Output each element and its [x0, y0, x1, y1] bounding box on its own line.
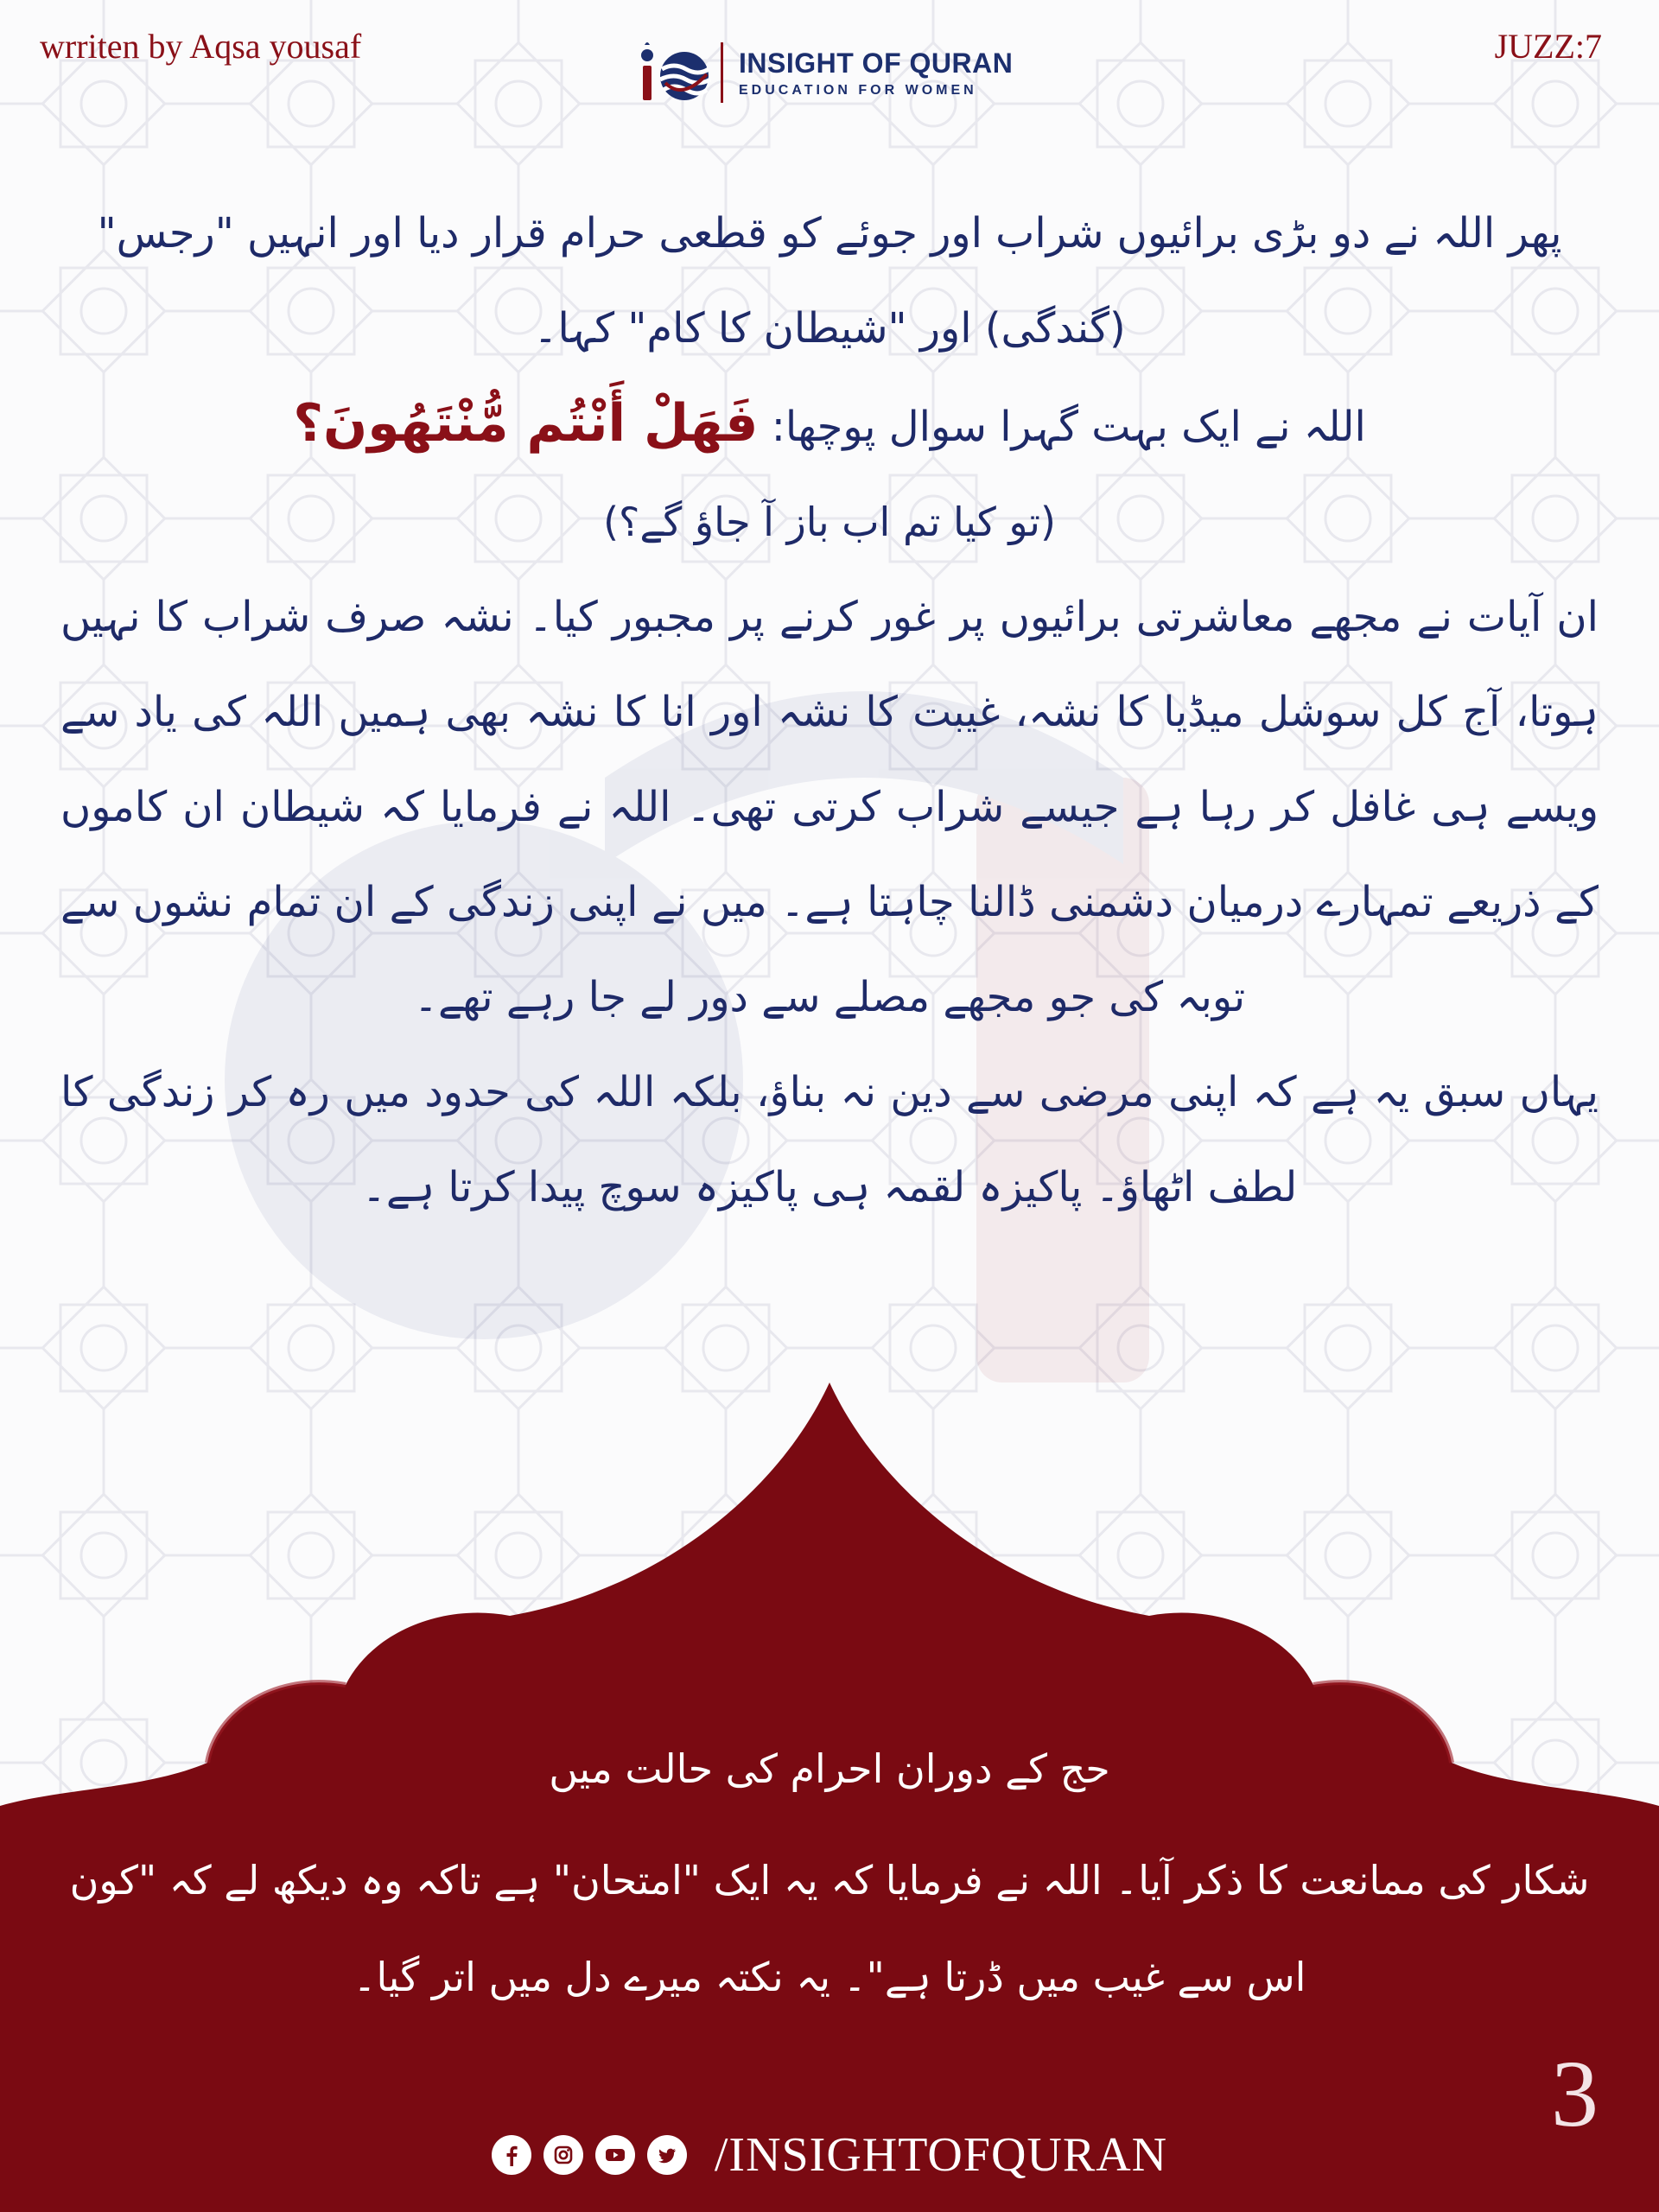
- youtube-icon[interactable]: [595, 2135, 635, 2175]
- facebook-icon[interactable]: [492, 2135, 531, 2175]
- instagram-icon[interactable]: [543, 2135, 583, 2175]
- logo-subtitle: EDUCATION FOR WOMEN: [739, 82, 977, 98]
- social-bar: [0, 2127, 1659, 2183]
- arabic-verse: فَهَلْ أَنْتُم مُّنْتَهُونَ؟: [293, 393, 759, 454]
- footer-body: شکار کی ممانعت کا ذکر آیا۔ اللہ نے فرمایا کہ یہ ایک "امتحان" ہے تاکہ وہ دیکھ لے کہ "کون اس سے غیب میں ڈرتا ہے"۔ یہ نکتہ میرے دل میں اتر گیا۔: [69, 1857, 1590, 2000]
- social-handle[interactable]: /INSIGHTOFQURAN: [714, 2128, 1168, 2182]
- paragraph-2: ان آیات نے مجھے معاشرتی برائیوں پر غور کرنے پر مجبور کیا۔ نشہ صرف شراب کا نہیں ہوتا، آج کل سوشل میڈیا کا نشہ، غیبت کا نشہ اور انا کا نشہ بھی ہمیں اللہ کی یاد سے ویسے ہی غافل کر رہا ہے جیسے شراب کرتی تھی۔ اللہ نے فرمایا کہ شیطان ان کاموں کے ذریعے تمہارے درمیان دشمنی ڈالنا چاہتا ہے۔ میں نے اپنی زندگی کے ان تمام نشوں سے توبہ کی جو مجھے مصلے سے دور لے جا رہے تھے۔: [60, 593, 1599, 1021]
- question-intro: اللہ نے ایک بہت گہرا سوال پوچھا:: [771, 403, 1366, 451]
- twitter-icon[interactable]: [647, 2135, 687, 2175]
- logo-divider: [721, 42, 723, 103]
- paragraph-1: پھر اللہ نے دو بڑی برائیوں شراب اور جوئے کو قطعی حرام قرار دیا اور انہیں "رجس" (گندگی) اور "شیطان کا کام" کہا۔: [97, 209, 1562, 353]
- footer-heading: حج کے دوران احرام کی حالت میں: [549, 1745, 1110, 1792]
- logo-title: INSIGHT OF QURAN: [739, 47, 1014, 79]
- author-credit: wrriten by Aqsa yousaf: [40, 27, 362, 66]
- main-content: [60, 186, 1599, 1235]
- dome-shape: [0, 1382, 1659, 2212]
- brand-logo: [639, 40, 1013, 105]
- juzz-label: JUZZ:7: [1494, 27, 1602, 66]
- insight-of-quran-logo-icon: [639, 40, 712, 105]
- verse-translation: (تو کیا تم اب باز آ جاؤ گے؟): [603, 499, 1056, 545]
- paragraph-3: یہاں سبق یہ ہے کہ اپنی مرضی سے دین نہ بناؤ، بلکہ اللہ کی حدود میں رہ کر زندگی کا لطف اٹھاؤ۔ پاکیزہ لقمہ ہی پاکیزہ سوچ پیدا کرتا ہے۔: [60, 1068, 1599, 1211]
- question-line: [60, 376, 1599, 474]
- page-number: 3: [1551, 2041, 1599, 2146]
